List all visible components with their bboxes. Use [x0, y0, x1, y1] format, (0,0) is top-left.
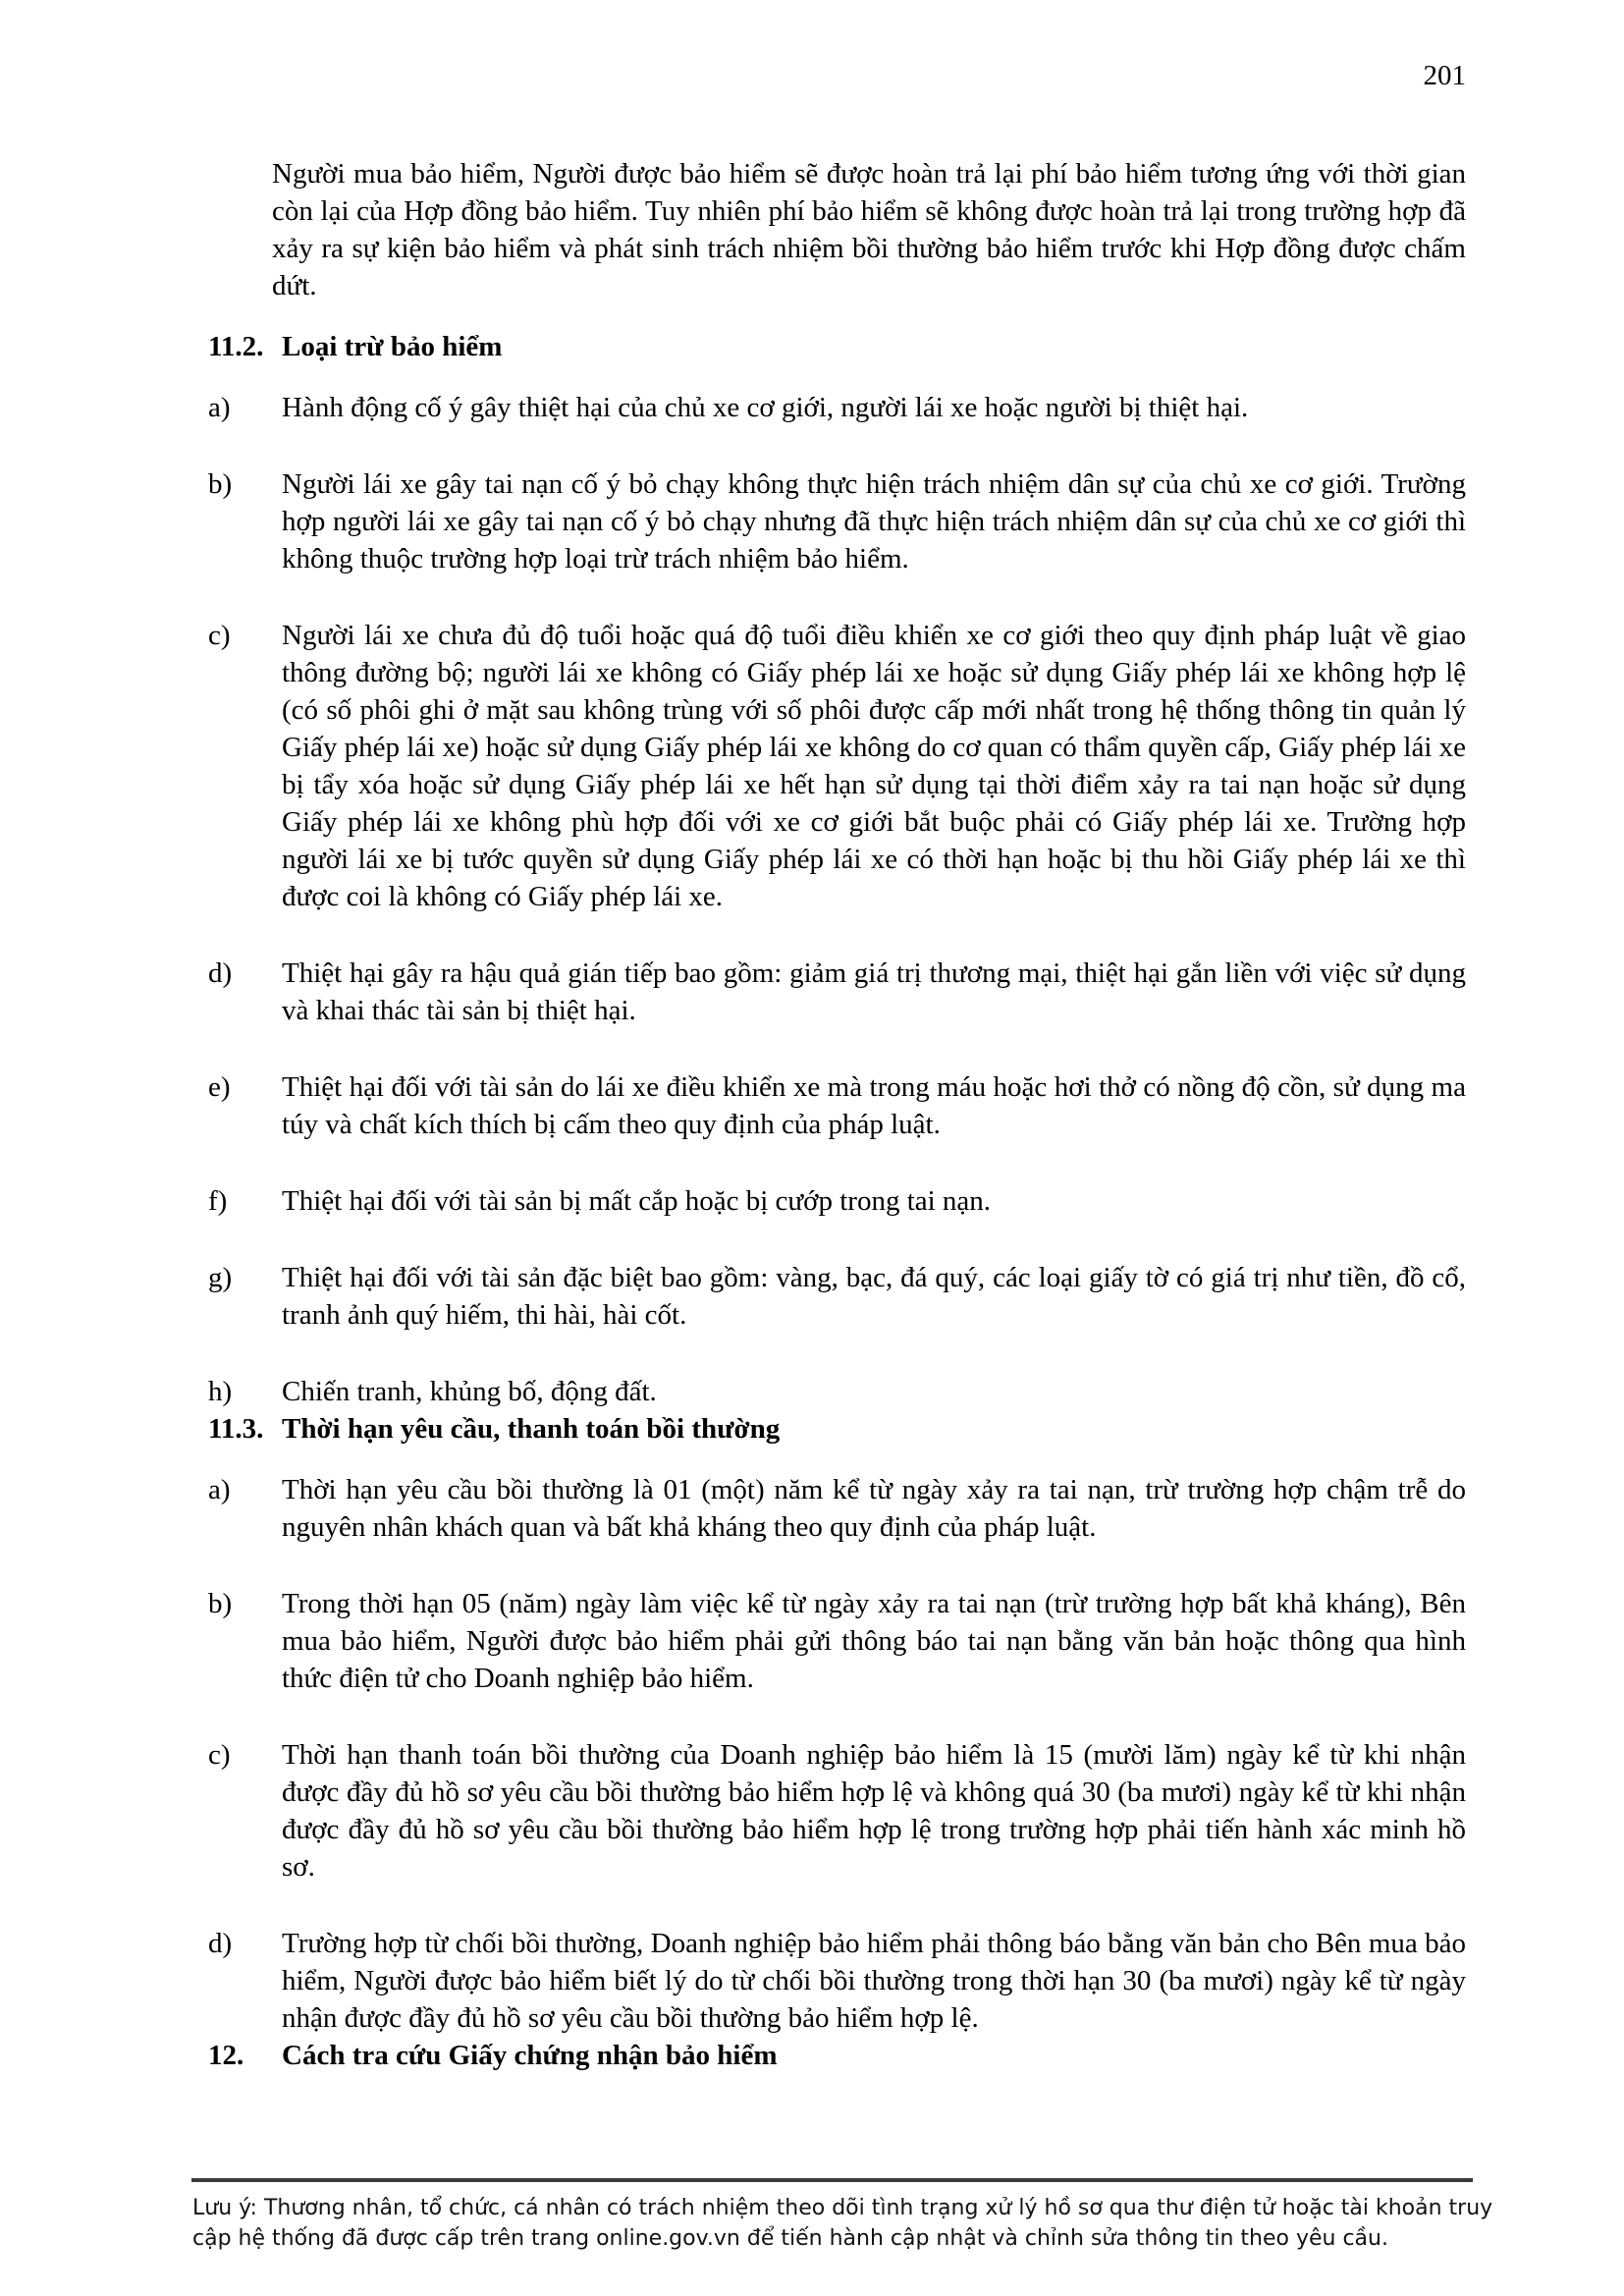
item-11-3-b [208, 1585, 1466, 1697]
item-11-3-a [208, 1471, 1466, 1546]
footer-note-line-1: Lưu ý: Thương nhân, tổ chức, cá nhân có trách nhiệm theo dõi tình trạng xử lý hồ sơ qua thư điện tử hoặc tài khoản truy [192, 2196, 1493, 2220]
intro-paragraph: Người mua bảo hiểm, Người được bảo hiểm sẽ được hoàn trả lại phí bảo hiểm tương ứng với thời gian còn lại của Hợp đồng bảo hiểm. Tuy nhiên phí bảo hiểm sẽ không được hoàn trả lại trong trường hợp đã xảy ra sự kiện bảo hiểm và phát sinh trách nhiệm bồi thường bảo hiểm trước khi Hợp đồng được chấm dứt. [272, 158, 1466, 301]
heading-11-2-title: Loại trừ bảo hiểm [282, 331, 503, 362]
item-text: Người lái xe gây tai nạn cố ý bỏ chạy không thực hiện trách nhiệm dân sự của chủ xe cơ giới. Trường hợp người lái xe gây tai nạn cố ý bỏ chạy nhưng đã thực hiện trách nhiệm dân sự của chủ xe cơ giới thì không thuộc trường hợp loại trừ trách nhiệm bảo hiểm. [282, 468, 1466, 574]
item-11-2-f [208, 1182, 1466, 1220]
item-11-2-h [208, 1373, 1466, 1410]
footer-note-line-2: cập hệ thống đã được cấp trên trang online.gov.vn để tiến hành cập nhật và chỉnh sửa thông tin theo yêu cầu. [192, 2226, 1388, 2251]
item-text: Trong thời hạn 05 (năm) ngày làm việc kể từ ngày xảy ra tai nạn (trừ trường hợp bất khả kháng), Bên mua bảo hiểm, Người được bảo hiểm phải gửi thông báo tai nạn bằng văn bản hoặc thông qua hình thức điện tử cho Doanh nghiệp bảo hiểm. [282, 1588, 1466, 1694]
item-label: d) [208, 1928, 233, 1959]
item-label: c) [208, 620, 231, 651]
item-label: d) [208, 957, 233, 989]
item-label: h) [208, 1376, 233, 1407]
footer-divider [191, 2178, 1473, 2182]
item-11-2-g [208, 1259, 1466, 1334]
heading-12-number: 12. [208, 2040, 244, 2071]
item-label: f) [208, 1185, 228, 1217]
item-text: Trường hợp từ chối bồi thường, Doanh nghiệp bảo hiểm phải thông báo bằng văn bản cho Bên mua bảo hiểm, Người được bảo hiểm biết lý do từ chối bồi thường trong thời hạn 30 (ba mươi) ngày kể từ ngày nhận được đầy đủ hồ sơ yêu cầu bồi thường bảo hiểm hợp lệ. [282, 1928, 1466, 2034]
heading-11-3-title: Thời hạn yêu cầu, thanh toán bồi thường [282, 1413, 781, 1445]
item-text: Hành động cố ý gây thiệt hại của chủ xe cơ giới, người lái xe hoặc người bị thiệt hại. [282, 392, 1249, 423]
item-text: Thiệt hại đối với tài sản do lái xe điều khiển xe mà trong máu hoặc hơi thở có nồng độ cồn, sử dụng ma túy và chất kích thích bị cấm theo quy định của pháp luật. [282, 1071, 1466, 1140]
item-11-2-e [208, 1068, 1466, 1143]
item-text: Thời hạn thanh toán bồi thường của Doanh nghiệp bảo hiểm là 15 (mười lăm) ngày kể từ khi nhận được đầy đủ hồ sơ yêu cầu bồi thường bảo hiểm hợp lệ và không quá 30 (ba mươi) ngày kể từ khi nhận được đầy đủ hồ sơ yêu cầu bồi thường bảo hiểm hợp lệ trong trường hợp phải tiến hành xác minh hồ sơ. [282, 1739, 1466, 1883]
item-11-3-d [208, 1925, 1466, 2037]
item-label: b) [208, 468, 233, 500]
item-label: a) [208, 392, 231, 423]
heading-12-title: Cách tra cứu Giấy chứng nhận bảo hiểm [282, 2040, 778, 2071]
item-text: Người lái xe chưa đủ độ tuổi hoặc quá độ tuổi điều khiển xe cơ giới theo quy định pháp luật về giao thông đường bộ; người lái xe không có Giấy phép lái xe hoặc sử dụng Giấy phép lái xe không hợp lệ (có số phôi ghi ở mặt sau không trùng với số phôi được cấp mới nhất trong hệ thống thông tin quản lý Giấy phép lái xe) hoặc sử dụng Giấy phép lái xe không do cơ quan có thẩm quyền cấp, Giấy phép lái xe bị tẩy xóa hoặc sử dụng Giấy phép lái xe hết hạn sử dụng tại thời điểm xảy ra tai nạn hoặc sử dụng Giấy phép lái xe không phù hợp đối với xe cơ giới bắt buộc phải có Giấy phép lái xe. Trường hợp người lái xe bị tước quyền sử dụng Giấy phép lái xe có thời hạn hoặc bị thu hồi Giấy phép lái xe thì được coi là không có Giấy phép lái xe. [282, 620, 1467, 912]
heading-11-3 [208, 1410, 1466, 1448]
item-text: Chiến tranh, khủng bố, động đất. [282, 1376, 657, 1407]
item-text: Thiệt hại gây ra hậu quả gián tiếp bao gồm: giảm giá trị thương mại, thiệt hại gắn liền với việc sử dụng và khai thác tài sản bị thiệt hại. [282, 957, 1466, 1026]
page-number: 201 [1423, 60, 1466, 91]
document-body [208, 155, 1466, 2074]
item-11-2-b [208, 465, 1466, 577]
item-label: b) [208, 1588, 233, 1619]
item-label: a) [208, 1474, 231, 1505]
item-label: c) [208, 1739, 231, 1771]
item-11-2-d [208, 955, 1466, 1029]
item-label: e) [208, 1071, 231, 1103]
heading-11-2-number: 11.2. [208, 331, 264, 362]
heading-12 [208, 2037, 1466, 2074]
item-11-2-a [208, 389, 1466, 426]
item-text: Thiệt hại đối với tài sản bị mất cắp hoặc bị cướp trong tai nạn. [282, 1185, 992, 1217]
heading-11-2 [208, 328, 1466, 365]
footer-note [192, 2193, 1492, 2254]
heading-11-3-number: 11.3. [208, 1413, 264, 1445]
item-label: g) [208, 1262, 233, 1293]
item-11-2-c [208, 617, 1466, 915]
item-text: Thiệt hại đối với tài sản đặc biệt bao gồm: vàng, bạc, đá quý, các loại giấy tờ có giá trị như tiền, đồ cổ, tranh ảnh quý hiếm, thi hài, hài cốt. [282, 1262, 1466, 1331]
item-11-3-c [208, 1736, 1466, 1886]
item-text: Thời hạn yêu cầu bồi thường là 01 (một) năm kể từ ngày xảy ra tai nạn, trừ trường hợp chậm trễ do nguyên nhân khách quan và bất khả kháng theo quy định của pháp luật. [282, 1474, 1466, 1543]
